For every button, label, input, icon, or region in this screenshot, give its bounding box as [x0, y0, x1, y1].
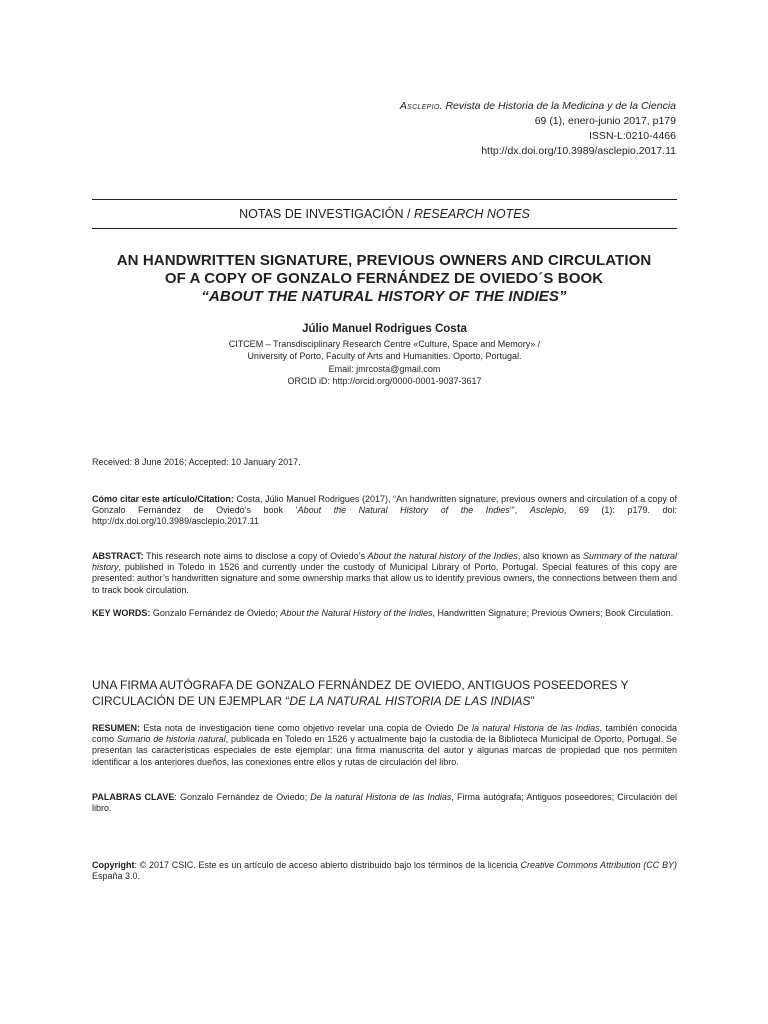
keywords-paragraph [92, 608, 677, 619]
section-es: NOTAS DE INVESTIGACIÓN / [239, 207, 414, 221]
title-line-2: OF A COPY OF GONZALO FERNÁNDEZ DE OVIEDO´S BOOK [164, 270, 604, 287]
abstract-text-2: , also known as [517, 551, 583, 561]
citation-text-2: ’”, [509, 505, 530, 516]
copyright-license: Creative Commons Attribution (CC BY) [520, 860, 677, 870]
abstract-label: ABSTRACT: [92, 551, 144, 561]
abstract-text-3: , published in Toledo in 1526 and currently under the custody of Municipal Library of Porto, Portugal. Special features of this copy are presented: author’s handwritten signature and some ownership marks that allow us to identify previous owners, the connections between them and to track book circulation. [92, 562, 677, 595]
palabras-clave-label: PALABRAS CLAVE [92, 792, 175, 802]
palabras-text-1: : Gonzalo Fernández de Oviedo; [174, 792, 311, 802]
copyright-text-2: España 3.0. [92, 871, 141, 882]
journal-issn: ISSN-L:0210-4466 [589, 130, 676, 142]
journal-name [400, 99, 676, 114]
resumen-text-2: , también conocida como [92, 723, 678, 745]
affiliation-line-1: CITCEM – Transdisciplinary Research Centre «Culture, Space and Memory» / [228, 339, 541, 349]
spanish-title [92, 678, 677, 709]
journal-name-rest: . Revista de Historia de la Medicina y de la Ciencia [439, 100, 676, 112]
abstract-italic-2: Summary of the natural history [92, 551, 677, 573]
resumen-italic-2: Sumario de historia natural [116, 734, 226, 745]
copyright-notice [92, 860, 677, 882]
citation-journal: Asclepio [529, 505, 564, 516]
journal-name-small-caps: Asclepio [399, 100, 440, 112]
keywords-italic: About the Natural History of the Indies [280, 608, 433, 618]
palabras-clave-paragraph [92, 792, 677, 814]
section-heading [92, 207, 677, 221]
keywords-label: KEY WORDS: [92, 608, 151, 618]
spanish-title-text-1: UNA FIRMA AUTÓGRAFA DE GONZALO FERNÁNDEZ DE OVIEDO, ANTIGUOS POSEEDORES Y CIRCULACIÓN DE UN EJEMPLAR “ [92, 678, 629, 708]
citation-text-1: Costa, Júlio Manuel Rodrigues (2017), “An handwritten signature, previous owners and circulation of a copy of Gonzalo Fernández de Oviedo’s book ‘ [92, 494, 677, 516]
journal-issue: 69 (1), enero-junio 2017, p179 [534, 115, 676, 127]
abstract-paragraph [92, 551, 677, 596]
section-en: RESEARCH NOTES [413, 207, 530, 221]
abstract-text-1: This research note aims to disclose a copy of Oviedo’s [143, 551, 368, 561]
received-date: Received: 8 June 2016; Accepted: 10 January 2017. [92, 457, 301, 467]
abstract-italic-1: About the natural history of the Indies [367, 551, 518, 561]
citation-book-title: About the Natural History of the Indies [297, 505, 510, 516]
copyright-label: Copyright [92, 860, 135, 870]
affiliation-line-2: University of Porto, Faculty of Arts and Humanities. Oporto, Portugal. [247, 351, 522, 362]
palabras-text-2: , Firma autógrafa; Antiguos poseedores; Circulación del libro. [92, 792, 677, 814]
bottom-rule [92, 228, 677, 229]
citation-label: Cómo citar este artículo/Citation: [92, 494, 234, 504]
keywords-text-1: Gonzalo Fernández de Oviedo; [150, 608, 281, 618]
top-rule [92, 199, 677, 200]
journal-header [400, 99, 676, 159]
title-line-3: “ABOUT THE NATURAL HISTORY OF THE INDIES” [201, 288, 567, 305]
palabras-italic: De la natural Historia de las Indias [310, 792, 452, 802]
spanish-title-text-2: ” [530, 693, 535, 708]
copyright-text-1: : © 2017 CSIC. Este es un artículo de acceso abierto distribuido bajo los términos de la licencia [134, 860, 521, 870]
spanish-title-italic: DE LA NATURAL HISTORIA DE LAS INDIAS [289, 693, 531, 708]
citation-paragraph [92, 494, 677, 528]
journal-doi[interactable]: http://dx.doi.org/10.3989/asclepio.2017.11 [481, 145, 676, 157]
author-orcid[interactable]: ORCID iD: http://orcid.org/0000-0001-9037-3617 [287, 376, 482, 387]
author-email[interactable]: Email: jmrcosta@gmail.com [328, 363, 441, 374]
author-name: Júlio Manuel Rodrigues Costa [302, 323, 467, 335]
resumen-text-3: , publicada en Toledo en 1526 y actualmente bajo la custodia de la Biblioteca Municipal de Oporto, Portugal. Se presentan las características especiales de este ejemplar: una firma manuscrita del autor y algunas marcas de propiedad que nos permiten identificar a los anteriores dueños, las conexiones entre ellos y rutas de circulación del libro. [92, 734, 677, 767]
article-title [80, 252, 688, 306]
author-affiliation [92, 338, 677, 388]
resumen-label: RESUMEN: [92, 723, 141, 733]
title-line-1: AN HANDWRITTEN SIGNATURE, PREVIOUS OWNERS AND CIRCULATION [116, 252, 652, 269]
resumen-italic-1: De la natural Historia de las Indias [457, 723, 600, 733]
keywords-text-2: , Handwritten Signature; Previous Owners; Book Circulation. [432, 608, 674, 618]
resumen-paragraph [92, 723, 677, 768]
resumen-text-1: Esta nota de investigación tiene como objetivo revelar una copia de Oviedo [140, 723, 458, 733]
citation-text-3: , 69 (1): p179. doi: http://dx.doi.org/10.3989/asclepio.2017.11 [92, 505, 678, 527]
